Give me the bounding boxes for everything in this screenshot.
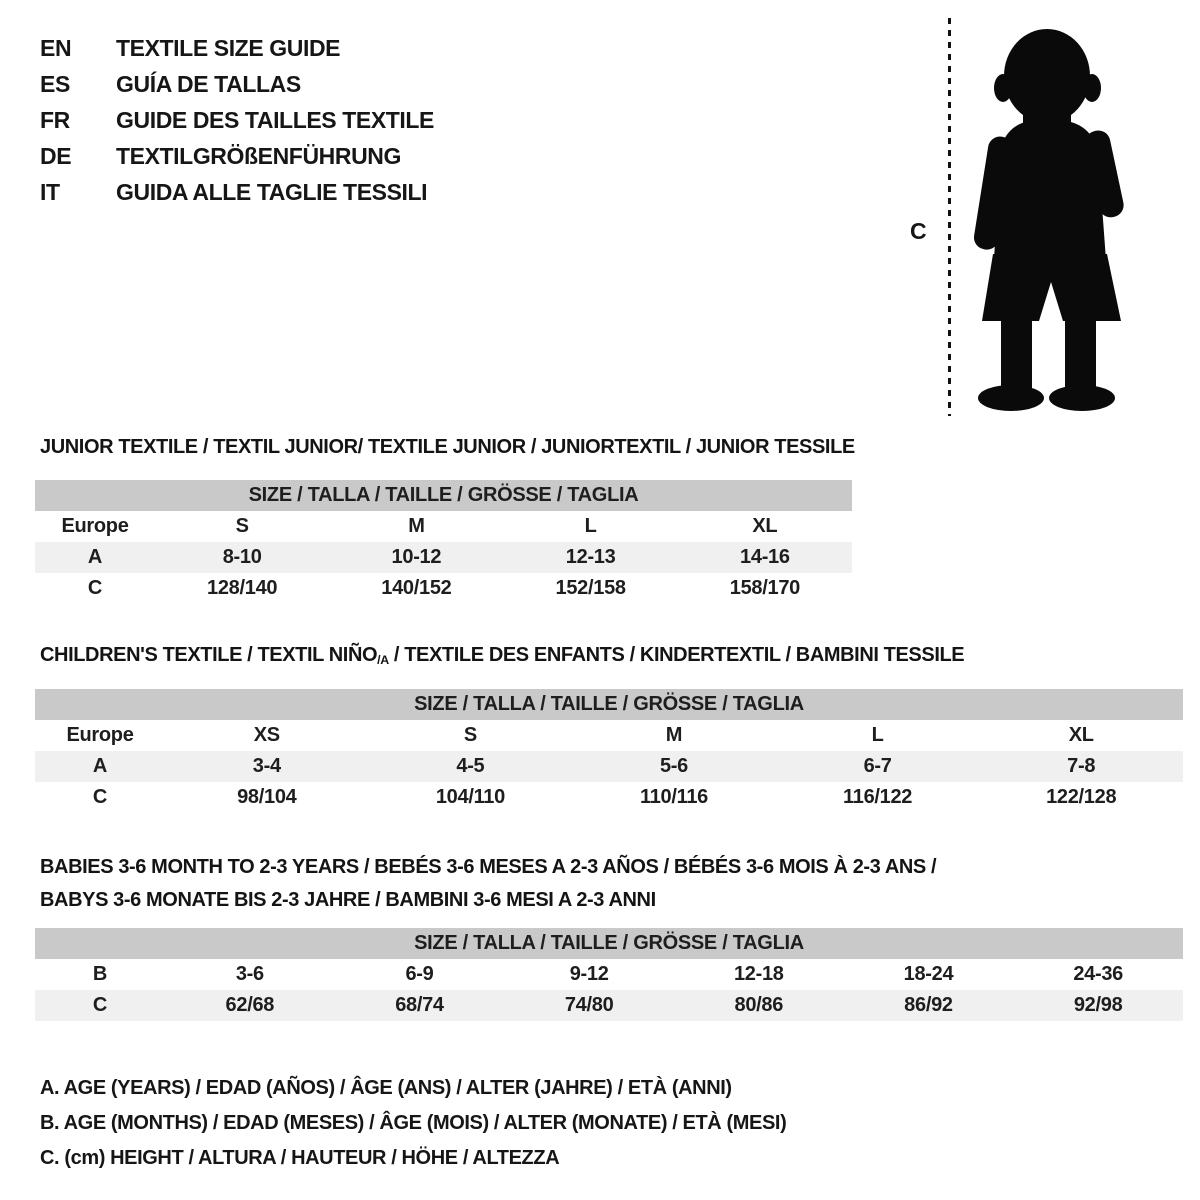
language-code: DE: [40, 142, 72, 169]
table-cell: 116/122: [843, 786, 913, 808]
legend: [40, 1071, 786, 1176]
table-cell: L: [871, 724, 884, 746]
language-title: GUIDE DES TAILLES TEXTILE: [116, 106, 434, 133]
children-title-subscript: /A: [377, 653, 389, 668]
table-cell: 12-13: [504, 542, 678, 573]
table-cell: XL: [1068, 724, 1094, 746]
table-cell: XL: [752, 515, 778, 537]
row-label: C: [35, 990, 165, 1021]
language-title: TEXTILGRÖßENFÜHRUNG: [116, 142, 401, 169]
children-section-title: [40, 644, 964, 667]
table-cell: 18-24: [903, 963, 954, 985]
children-size-table: [35, 689, 1183, 813]
table-cell: 24-36: [1073, 963, 1123, 985]
table-cell: 110/116: [639, 786, 708, 808]
row-label: A: [35, 751, 165, 782]
height-measure-line: [948, 18, 951, 416]
language-title: GUÍA DE TALLAS: [116, 70, 301, 97]
language-code: FR: [40, 106, 70, 133]
language-code: IT: [40, 178, 60, 205]
language-row-de: [40, 138, 434, 174]
table-row-height: [35, 990, 1183, 1021]
table-cell: 12-18: [733, 963, 784, 985]
table-cell: 6-9: [405, 963, 434, 985]
table-cell: 158/170: [729, 577, 800, 599]
table-cell: 7-8: [979, 751, 1183, 782]
table-cell: 4-5: [369, 751, 573, 782]
table-cell: 14-16: [678, 542, 852, 573]
table-cell: M: [408, 515, 425, 537]
language-title: GUIDA ALLE TAGLIE TESSILI: [116, 178, 428, 205]
table-cell: 152/158: [555, 577, 626, 599]
table-cell: 68/74: [335, 990, 505, 1021]
table-cell: 140/152: [381, 577, 452, 599]
language-row-es: [40, 66, 434, 102]
babies-title-line1: BABIES 3-6 MONTH TO 2-3 YEARS / BEBÉS 3-6 MESES A 2-3 AÑOS / BÉBÉS 3-6 MOIS À 2-3 ANS /: [40, 856, 937, 878]
table-cell: 10-12: [329, 542, 503, 573]
table-cell: 6-7: [776, 751, 980, 782]
legend-line-c: C. (cm) HEIGHT / ALTURA / HAUTEUR / HÖHE / ALTEZZA: [40, 1147, 560, 1169]
language-row-fr: [40, 102, 434, 138]
table-cell: 128/140: [207, 577, 278, 599]
row-label: C: [92, 786, 108, 808]
row-label: A: [35, 542, 155, 573]
table-cell: XS: [253, 724, 280, 746]
children-title-prefix: CHILDREN'S TEXTILE / TEXTIL NIÑO: [40, 644, 378, 666]
language-row-en: [40, 30, 434, 66]
babies-title-line2: BABYS 3-6 MONATE BIS 2-3 JAHRE / BAMBINI 3-6 MESI A 2-3 ANNI: [40, 889, 656, 911]
table-row-europe: [35, 720, 1183, 751]
table-cell: 5-6: [572, 751, 776, 782]
language-code: ES: [40, 70, 70, 97]
table-cell: 122/128: [1046, 786, 1117, 808]
language-title: TEXTILE SIZE GUIDE: [116, 34, 341, 61]
table-cell: 62/68: [165, 990, 335, 1021]
table-cell: 74/80: [504, 990, 674, 1021]
table-cell: 8-10: [155, 542, 329, 573]
language-code: EN: [40, 34, 72, 61]
table-row-height: [35, 573, 852, 604]
children-title-suffix: / TEXTILE DES ENFANTS / KINDERTEXTIL / BAMBINI TESSILE: [388, 644, 965, 666]
table-cell: S: [235, 515, 249, 537]
size-header-bar: SIZE / TALLA / TAILLE / GRÖSSE / TAGLIA: [35, 480, 852, 511]
table-cell: 9-12: [569, 963, 609, 985]
table-row-europe: [35, 511, 852, 542]
table-cell: 3-6: [235, 963, 264, 985]
legend-line-a: A. AGE (YEARS) / EDAD (AÑOS) / ÂGE (ANS) / ALTER (JAHRE) / ETÀ (ANNI): [40, 1077, 732, 1099]
size-header-bar: SIZE / TALLA / TAILLE / GRÖSSE / TAGLIA: [35, 928, 1183, 959]
table-cell: 92/98: [1013, 990, 1183, 1021]
babies-section-title: [40, 851, 936, 917]
table-cell: 3-4: [165, 751, 369, 782]
table-cell: S: [463, 724, 477, 746]
size-header-row: [35, 928, 1183, 959]
table-row-height: [35, 782, 1183, 813]
toddler-silhouette-icon: [965, 18, 1140, 416]
babies-size-table: [35, 928, 1183, 1021]
table-cell: 86/92: [844, 990, 1014, 1021]
size-header-row: [35, 480, 852, 511]
table-cell: M: [665, 724, 683, 746]
table-cell: 80/86: [674, 990, 844, 1021]
table-cell: 104/110: [435, 786, 505, 808]
language-title-list: [40, 30, 434, 210]
table-cell: 98/104: [237, 786, 297, 808]
language-row-it: [40, 174, 434, 210]
table-row-months: [35, 959, 1183, 990]
height-measure-label: C: [910, 218, 927, 244]
size-header-row: [35, 689, 1183, 720]
row-label: Europe: [61, 515, 129, 537]
junior-size-table: [35, 480, 852, 604]
table-row-age: [35, 542, 852, 573]
table-row-age: [35, 751, 1183, 782]
row-label: Europe: [66, 724, 134, 746]
table-cell: L: [584, 515, 597, 537]
junior-section-title: JUNIOR TEXTILE / TEXTIL JUNIOR/ TEXTILE JUNIOR / JUNIORTEXTIL / JUNIOR TESSILE: [40, 436, 855, 458]
row-label: B: [92, 963, 108, 985]
row-label: C: [87, 577, 103, 599]
size-header-bar: SIZE / TALLA / TAILLE / GRÖSSE / TAGLIA: [35, 689, 1183, 720]
legend-line-b: B. AGE (MONTHS) / EDAD (MESES) / ÂGE (MOIS) / ALTER (MONATE) / ETÀ (MESI): [40, 1112, 787, 1134]
